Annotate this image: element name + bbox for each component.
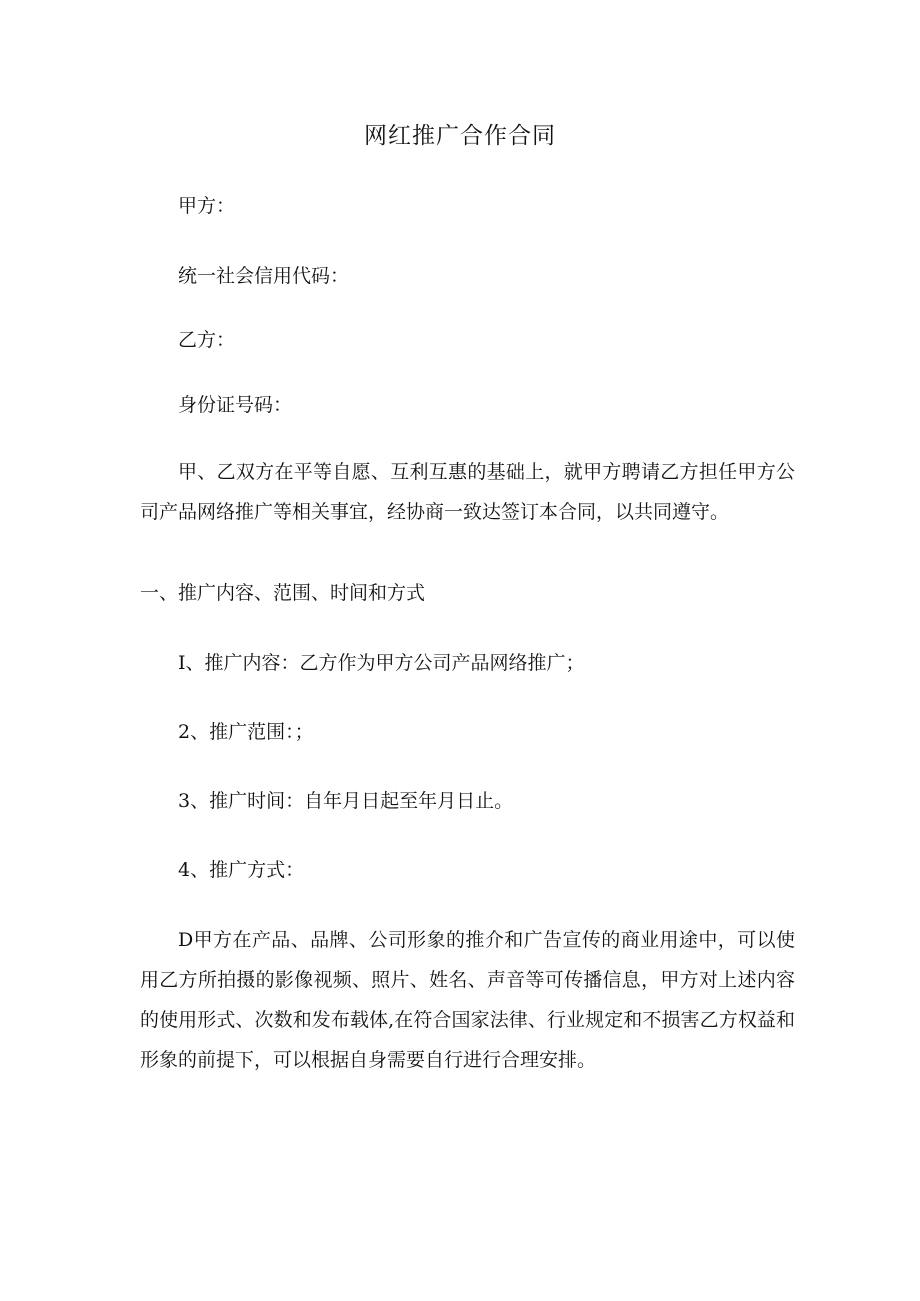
clause-d-paragraph: D甲方在产品、品牌、公司形象的推介和广告宣传的商业用途中，可以使用乙方所拍摄的影像视频、照片、姓名、声音等可传播信息，甲方对上述内容的使用形式、次数和发布载体,在符合国家法律、行业规定和不损害乙方权益和形象的前提下，可以根据自身需要自行进行合理安排。	[140, 929, 795, 1071]
item-1-content: I、推广内容：乙方作为甲方公司产品网络推广；	[178, 652, 585, 674]
item-2-scope: 2、推广范围：；	[178, 721, 314, 743]
item-4-method: 4、推广方式：	[178, 859, 305, 881]
party-a-label: 甲方：	[178, 195, 236, 217]
id-number-label: 身份证号码：	[178, 394, 293, 416]
document-title: 网红推广合作合同	[364, 123, 556, 149]
credit-code-label: 统一社会信用代码：	[178, 265, 350, 287]
party-b-label: 乙方：	[178, 329, 236, 351]
section-1-heading: 一、推广内容、范围、时间和方式	[140, 582, 426, 604]
item-3-time: 3、推广时间：自年月日起至年月日止。	[178, 790, 514, 812]
preamble-paragraph: 甲、乙双方在平等自愿、互利互惠的基础上，就甲方聘请乙方担任甲方公司产品网络推广等相关事宜，经协商一致达签订本合同，以共同遵守。	[140, 461, 795, 523]
